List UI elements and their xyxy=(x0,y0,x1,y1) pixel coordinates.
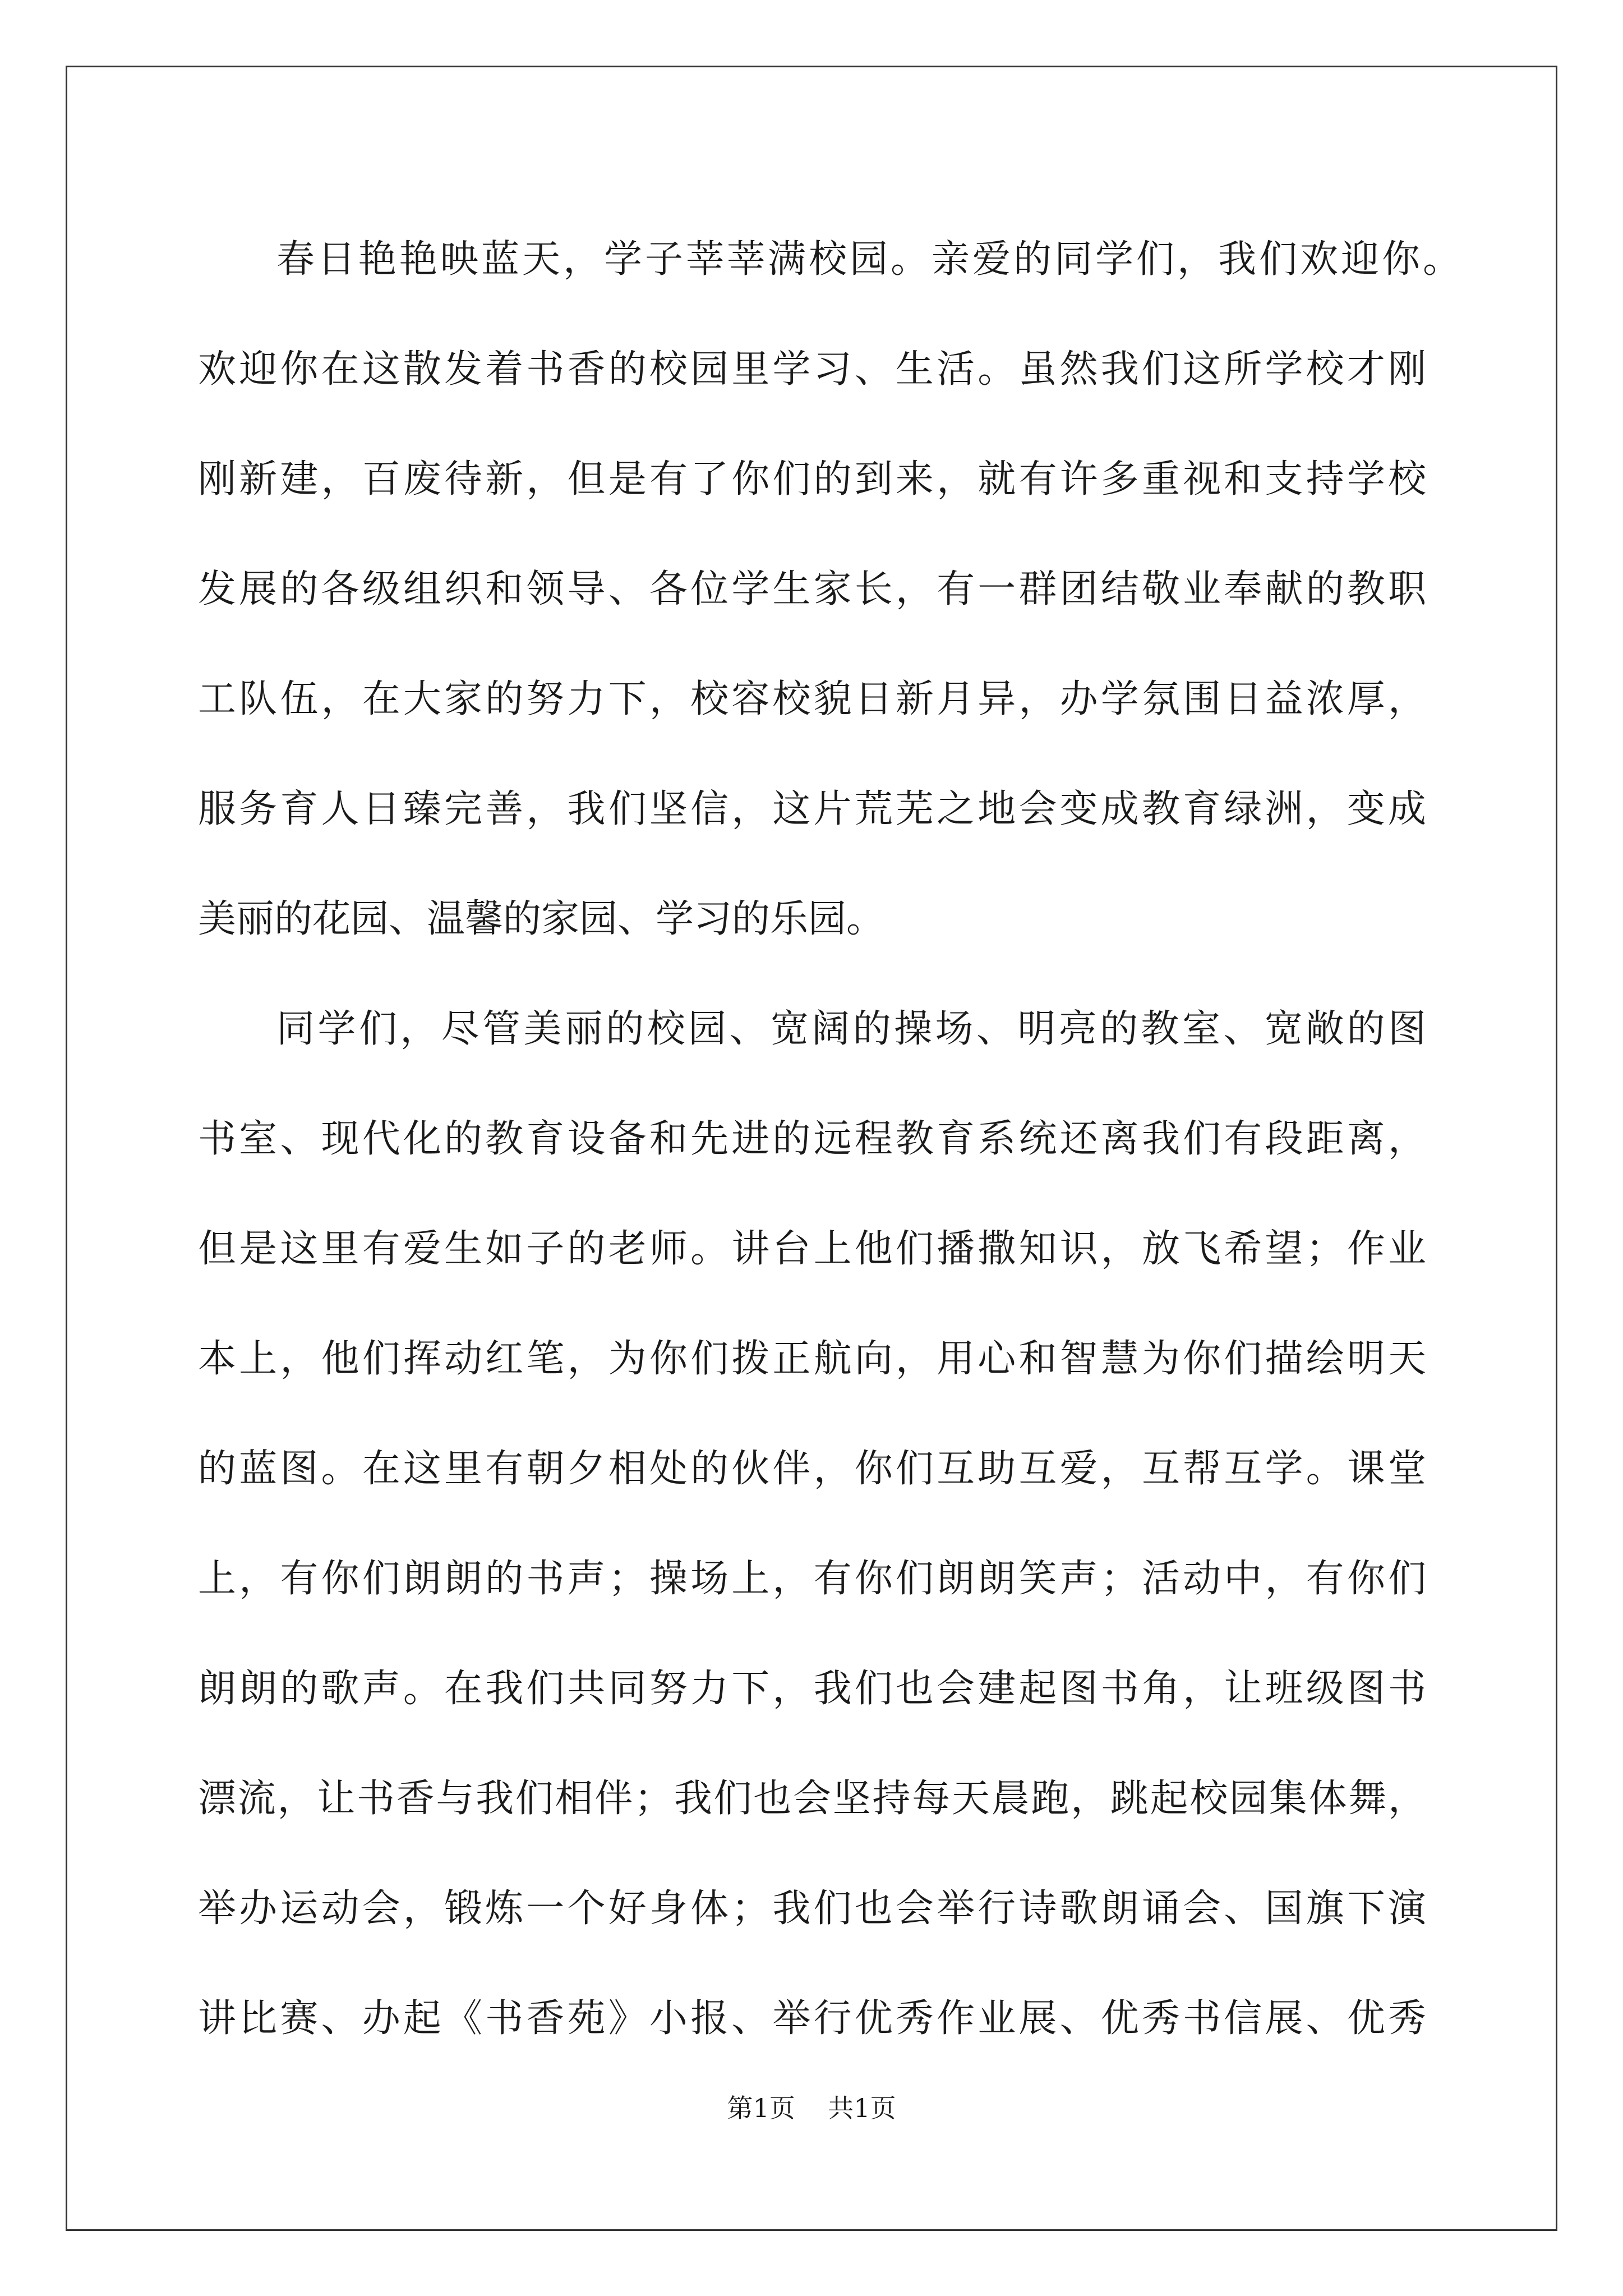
text-line: 春日艳艳映蓝天，学子莘莘满校园。亲爱的同学们，我们欢迎你。 xyxy=(276,237,1464,282)
text-line: 漂流，让书香与我们相伴；我们也会坚持每天晨跑，跳起校园集体舞， xyxy=(198,1777,1426,1821)
text-line: 发展的各级组织和领导、各位学生家长，有一群团结敬业奉献的教职 xyxy=(198,567,1426,611)
text-line: 讲比赛、办起《书香苑》小报、举行优秀作业展、优秀书信展、优秀 xyxy=(198,1996,1426,2041)
text-line: 举办运动会，锻炼一个好身体；我们也会举行诗歌朗诵会、国旗下演 xyxy=(198,1887,1426,1931)
text-line: 但是这里有爱生如子的老师。讲台上他们播撒知识，放飞希望；作业 xyxy=(198,1227,1426,1271)
text-line: 刚新建，百废待新，但是有了你们的到来，就有许多重视和支持学校 xyxy=(198,457,1426,501)
text-line: 本上，他们挥动红笔，为你们拨正航向，用心和智慧为你们描绘明天 xyxy=(198,1337,1426,1381)
page-number-footer: 第1页 共1页 xyxy=(727,2093,896,2123)
text-line: 同学们，尽管美丽的校园、宽阔的操场、明亮的教室、宽敞的图 xyxy=(276,1007,1430,1051)
text-line: 的蓝图。在这里有朝夕相处的伙伴，你们互助互爱，互帮互学。课堂 xyxy=(198,1447,1426,1491)
text-line: 书室、现代化的教育设备和先进的远程教育系统还离我们有段距离， xyxy=(198,1117,1426,1161)
text-line: 美丽的花园、温馨的家园、学习的乐园。 xyxy=(198,897,885,941)
document-body xyxy=(198,205,1464,2074)
text-line: 服务育人日臻完善，我们坚信，这片荒芜之地会变成教育绿洲，变成 xyxy=(198,787,1426,831)
text-line: 工队伍，在大家的努力下，校容校貌日新月异，办学氛围日益浓厚， xyxy=(198,677,1426,721)
text-line: 上，有你们朗朗的书声；操场上，有你们朗朗笑声；活动中，有你们 xyxy=(198,1557,1426,1601)
text-line: 朗朗的歌声。在我们共同努力下，我们也会建起图书角，让班级图书 xyxy=(198,1667,1426,1711)
text-line: 欢迎你在这散发着书香的校园里学习、生活。虽然我们这所学校才刚 xyxy=(198,347,1426,392)
